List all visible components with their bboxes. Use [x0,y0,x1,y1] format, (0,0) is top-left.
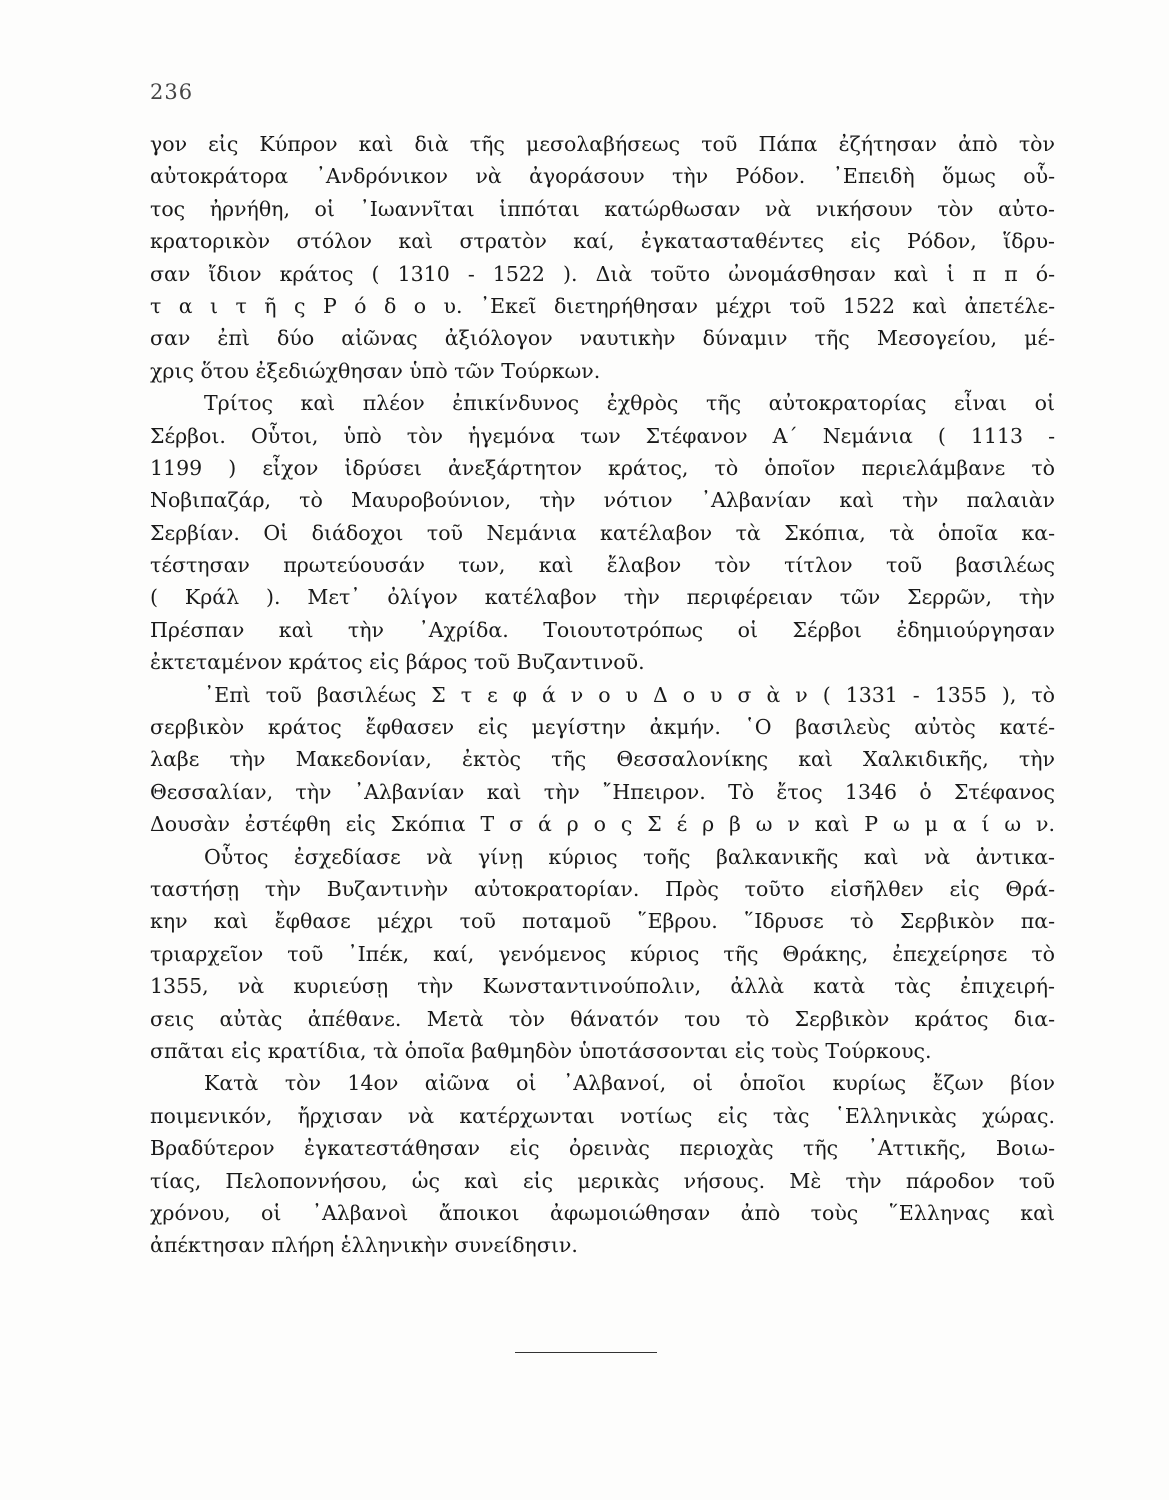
text-line: ἐκτεταμένον κράτος εἰς βάρος τοῦ Βυζαντινοῦ. [150,650,645,675]
text-line: σαν ἴδιον κράτος ( 1310 - 1522 ). Διὰ τοῦτο ὠνομάσθησαν καὶ ἱ π π ό- [150,261,1055,286]
text-line: τος ἠρνήθη, οἱ ᾽Ιωαννῖται ἱππόται κατώρθωσαν νὰ νικήσουν τὸν αὐτο- [150,196,1055,221]
text-line: 1355, νὰ κυριεύσῃ τὴν Κωνσταντινούπολιν, ἀλλὰ κατὰ τὰς ἐπιχειρή- [150,974,1055,999]
text-line: λαβε τὴν Μακεδονίαν, ἐκτὸς τῆς Θεσσαλονίκης καὶ Χαλκιδικῆς, τὴν [150,747,1055,772]
text-line: Τρίτος καὶ πλέον ἐπικίνδυνος ἐχθρὸς τῆς αὐτοκρατορίας εἶναι οἱ [204,391,1055,416]
text-line: Κατὰ τὸν 14ον αἰῶνα οἱ ᾽Αλβανοί, οἱ ὁποῖοι κυρίως ἔζων βίον [204,1071,1055,1096]
text-line: Νοβιπαζάρ, τὸ Μαυροβούνιον, τὴν νότιον ᾽Αλβανίαν καὶ τὴν παλαιὰν [150,488,1055,513]
body-text [150,128,1055,1262]
end-rule [515,1352,657,1353]
text-line: Πρέσπαν καὶ τὴν ᾽Αχρίδα. Τοιουτοτρόπως οἱ Σέρβοι ἐδημιούργησαν [150,617,1055,642]
text-line: σαν ἐπὶ δύο αἰῶνας ἀξιόλογον ναυτικὴν δύναμιν τῆς Μεσογείου, μέ- [150,326,1055,351]
text-line: 1199 ) εἶχον ἱδρύσει ἀνεξάρτητον κράτος, τὸ ὁποῖον περιελάμβανε τὸ [150,455,1055,480]
text-line: ἀπέκτησαν πλήρη ἑλληνικὴν συνείδησιν. [150,1233,578,1258]
text-line: αὐτοκράτορα ᾽Ανδρόνικον νὰ ἀγοράσουν τὴν Ρόδον. ᾽Επειδὴ ὅμως οὗ- [150,164,1055,189]
text-line: ταστήσῃ τὴν Βυζαντινὴν αὐτοκρατορίαν. Πρὸς τοῦτο εἰσῆλθεν εἰς Θρά- [150,876,1055,901]
text-line: τ α ι τ ῆ ς Ρ ό δ ο υ. ᾽Εκεῖ διετηρήθησαν μέχρι τοῦ 1522 καὶ ἀπετέλε- [150,293,1055,318]
text-line: Βραδύτερον ἐγκατεστάθησαν εἰς ὀρεινὰς περιοχὰς τῆς ᾽Αττικῆς, Βοιω- [150,1136,1055,1161]
page-number: 236 [150,80,194,104]
text-line: τίας, Πελοποννήσου, ὡς καὶ εἰς μερικὰς νήσους. Μὲ τὴν πάροδον τοῦ [150,1168,1055,1193]
text-line: τέστησαν πρωτεύουσάν των, καὶ ἔλαβον τὸν τίτλον τοῦ βασιλέως [150,553,1055,578]
text-line: τριαρχεῖον τοῦ ᾽Ιπέκ, καί, γενόμενος κύριος τῆς Θράκης, ἐπεχείρησε τὸ [150,941,1055,966]
text-line: ᾽Επὶ τοῦ βασιλέως Σ τ ε φ ά ν ο υ Δ ο υ σ ὰ ν ( 1331 - 1355 ), τὸ [204,682,1055,707]
text-line: ποιμενικόν, ἤρχισαν νὰ κατέρχωνται νοτίως εἰς τὰς ῾Ελληνικὰς χώρας. [150,1103,1055,1128]
text-line: κρατορικὸν στόλον καὶ στρατὸν καί, ἐγκατασταθέντες εἰς Ρόδον, ἵδρυ- [150,229,1055,254]
text-line: σεις αὐτὰς ἀπέθανε. Μετὰ τὸν θάνατόν του τὸ Σερβικὸν κράτος δια- [150,1006,1055,1031]
text-line: Θεσσαλίαν, τὴν ᾽Αλβανίαν καὶ τὴν ῎Ηπειρον. Τὸ ἔτος 1346 ὁ Στέφανος [150,779,1055,804]
text-line: ( Κράλ ). Μετ᾽ ὀλίγον κατέλαβον τὴν περιφέρειαν τῶν Σερρῶν, τὴν [150,585,1055,610]
text-line: Σέρβοι. Οὗτοι, ὑπὸ τὸν ἡγεμόνα των Στέφανον Α΄ Νεμάνια ( 1113 - [150,423,1055,448]
text-line: χρις ὅτου ἐξεδιώχθησαν ὑπὸ τῶν Τούρκων. [150,358,601,383]
text-line: χρόνου, οἱ ᾽Αλβανοὶ ἄποικοι ἀφωμοιώθησαν ἀπὸ τοὺς ῞Ελληνας καὶ [150,1200,1055,1225]
text-line: Σερβίαν. Οἱ διάδοχοι τοῦ Νεμάνια κατέλαβον τὰ Σκόπια, τὰ ὁποῖα κα- [150,520,1055,545]
text-line: Οὗτος ἐσχεδίασε νὰ γίνῃ κύριος τοῆς βαλκανικῆς καὶ νὰ ἀντικα- [204,844,1055,869]
text-line: σπᾶται εἰς κρατίδια, τὰ ὁποῖα βαθμηδὸν ὑποτάσσονται εἰς τοὺς Τούρκους. [150,1038,932,1063]
text-line: κην καὶ ἔφθασε μέχρι τοῦ ποταμοῦ ῞Εβρου. ῞Ιδρυσε τὸ Σερβικὸν πα- [150,909,1055,934]
text-line: Δουσὰν ἐστέφθη εἰς Σκόπια Τ σ ά ρ ο ς Σ έ ρ β ω ν καὶ Ρ ω μ α ί ω ν. [150,812,1055,837]
text-line: σερβικὸν κράτος ἔφθασεν εἰς μεγίστην ἀκμήν. ῾Ο βασιλεὺς αὐτὸς κατέ- [150,715,1055,740]
text-line: γον εἰς Κύπρον καὶ διὰ τῆς μεσολαβήσεως τοῦ Πάπα ἐζήτησαν ἀπὸ τὸν [150,132,1055,156]
